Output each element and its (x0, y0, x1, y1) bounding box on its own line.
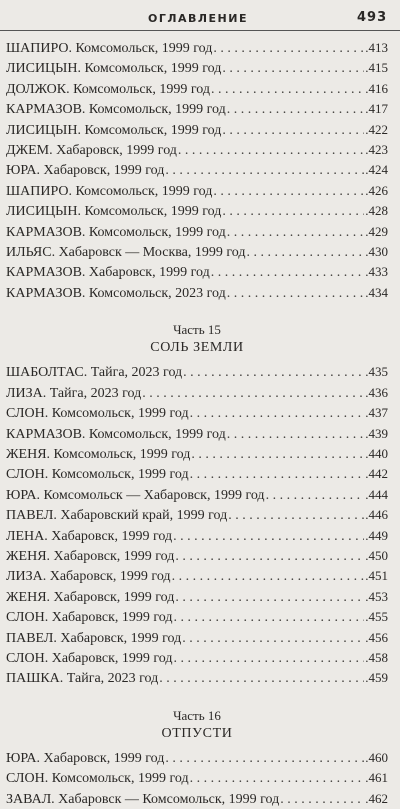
toc-entry (6, 789, 388, 809)
dot-leader (191, 445, 364, 464)
toc-entry (6, 485, 388, 505)
toc-entry (6, 79, 388, 99)
toc-entry (6, 38, 388, 58)
toc-entry (6, 587, 388, 607)
toc-entry-title: СЛОН. Комсомольск, 1999 год (6, 467, 189, 483)
toc-entry-title: ШАПИРО. Комсомольск, 1999 год (6, 183, 213, 199)
dot-leader (175, 588, 364, 607)
dot-leader (174, 649, 365, 668)
toc-entry (6, 526, 388, 546)
toc-entry-page: .437 (365, 405, 388, 421)
header-title: ОГЛАВЛЕНИЕ (148, 12, 248, 25)
toc-entry-page: .453 (365, 588, 388, 604)
toc-entry-page: .436 (365, 384, 388, 400)
toc-entry-title: ПАВЕЛ. Хабаровский край, 1999 год (6, 508, 228, 524)
toc-entry-title: ЛИСИЦЫН. Комсомольск, 1999 год (6, 204, 222, 220)
dot-leader (172, 567, 365, 586)
toc-entry-page: .428 (365, 203, 388, 219)
toc-entry-page: .450 (365, 547, 388, 563)
dot-leader (222, 59, 364, 78)
toc-list-part-15 (6, 362, 388, 689)
part-title: ОТПУСТИ (161, 725, 233, 741)
toc-entry-title: ЮРА. Хабаровск, 1999 год (6, 163, 165, 179)
toc-entry-title: ЛЕНА. Хабаровск, 1999 год (6, 528, 173, 544)
toc-entry-title: СЛОН. Хабаровск, 1999 год (6, 650, 173, 666)
dot-leader (178, 141, 364, 160)
dot-leader (190, 465, 365, 484)
toc-entry-title: ЛИЗА. Хабаровск, 1999 год (6, 569, 171, 585)
part-heading-16 (6, 707, 388, 743)
toc-entry-title: ШАБОЛТАС. Тайга, 2023 год (6, 365, 183, 381)
toc-entry-page: .459 (365, 670, 388, 686)
toc-entry-title: ЗАВАЛ. Хабаровск — Комсомольск, 1999 год (6, 791, 280, 807)
toc-entry-title: КАРМАЗОВ. Комсомольск, 1999 год (6, 224, 226, 240)
toc-entry (6, 222, 388, 242)
toc-entry-title: КАРМАЗОВ. Комсомольск, 1999 год (6, 102, 226, 118)
toc-entry-page: .417 (365, 101, 388, 117)
part-label: Часть 16 (173, 707, 221, 723)
dot-leader (228, 506, 364, 525)
toc-entry-page: .458 (365, 649, 388, 665)
toc-entry (6, 424, 388, 444)
toc-entry-page: .435 (365, 364, 388, 380)
toc-entry-page: .422 (365, 121, 388, 137)
toc-entry-title: ДЖЕМ. Хабаровск, 1999 год (6, 143, 177, 159)
running-header (0, 10, 400, 31)
toc-entry-title: ПАШКА. Тайга, 2023 год (6, 671, 159, 687)
toc-entry-page: .429 (365, 223, 388, 239)
dot-leader (247, 243, 365, 262)
toc-entry-page: .434 (365, 284, 388, 300)
dot-leader (280, 790, 364, 809)
dot-leader (175, 547, 364, 566)
dot-leader (227, 223, 364, 242)
toc-entry-page: .442 (365, 466, 388, 482)
toc-entry-title: ЖЕНЯ. Хабаровск, 1999 год (6, 589, 175, 605)
dot-leader (266, 486, 365, 505)
toc-entry (6, 201, 388, 221)
toc-list-part-16 (6, 748, 388, 809)
toc-entry (6, 99, 388, 119)
toc-entry-page: .456 (365, 629, 388, 645)
toc-entry (6, 383, 388, 403)
toc-entry-page: .460 (365, 749, 388, 765)
toc-entry (6, 607, 388, 627)
toc-entry-title: ЮРА. Хабаровск, 1999 год (6, 750, 165, 766)
dot-leader (142, 384, 364, 403)
toc-entry-page: .415 (365, 60, 388, 76)
dot-leader (159, 669, 364, 688)
toc-entry (6, 403, 388, 423)
toc-entry-page: .424 (365, 162, 388, 178)
toc-entry (6, 566, 388, 586)
toc-entry (6, 140, 388, 160)
toc-entry-page: .433 (365, 264, 388, 280)
toc-entry (6, 464, 388, 484)
toc-entry (6, 648, 388, 668)
dot-leader (190, 769, 365, 788)
toc-entry-title: ПАВЕЛ. Хабаровск, 1999 год (6, 630, 182, 646)
table-of-contents (6, 38, 388, 809)
toc-entry-title: СЛОН. Комсомольск, 1999 год (6, 406, 189, 422)
toc-entry-title: ЛИСИЦЫН. Комсомольск, 1999 год (6, 122, 222, 138)
toc-entry-title: СЛОН. Комсомольск, 1999 год (6, 771, 189, 787)
toc-entry (6, 768, 388, 788)
toc-entry-title: ЛИСИЦЫН. Комсомольск, 1999 год (6, 61, 222, 77)
toc-entry (6, 362, 388, 382)
part-label: Часть 15 (173, 322, 221, 338)
dot-leader (213, 182, 364, 201)
toc-entry (6, 546, 388, 566)
dot-leader (173, 527, 364, 546)
toc-entry (6, 242, 388, 262)
toc-entry-page: .413 (365, 40, 388, 55)
toc-entry (6, 444, 388, 464)
toc-entry-page: .426 (365, 182, 388, 198)
dot-leader (227, 425, 364, 444)
toc-entry-page: .423 (365, 142, 388, 158)
dot-leader (222, 202, 364, 221)
toc-entry-title: ИЛЬЯС. Хабаровск — Москва, 1999 год (6, 245, 246, 261)
dot-leader (213, 39, 364, 58)
header-page-number: 493 (357, 10, 388, 25)
dot-leader (183, 363, 364, 382)
toc-list-continued (6, 38, 388, 303)
toc-entry-page: .444 (365, 486, 388, 502)
dot-leader (222, 121, 364, 140)
dot-leader (174, 608, 365, 627)
dot-leader (211, 80, 364, 99)
toc-entry-page: .449 (365, 527, 388, 543)
toc-entry-page: .446 (365, 507, 388, 523)
toc-entry (6, 628, 388, 648)
toc-entry-page: .416 (365, 80, 388, 96)
part-title: СОЛЬ ЗЕМЛИ (150, 340, 244, 356)
toc-entry-title: КАРМАЗОВ. Хабаровск, 1999 год (6, 265, 210, 281)
toc-entry (6, 262, 388, 282)
dot-leader (182, 629, 364, 648)
dot-leader (190, 404, 365, 423)
dot-leader (227, 100, 364, 119)
dot-leader (165, 161, 364, 180)
toc-entry-title: СЛОН. Хабаровск, 1999 год (6, 610, 173, 626)
dot-leader (211, 263, 365, 282)
dot-leader (165, 749, 364, 768)
toc-entry-page: .455 (365, 609, 388, 625)
toc-entry-title: ЛИЗА. Тайга, 2023 год (6, 385, 142, 401)
toc-entry-page: .462 (365, 790, 388, 806)
toc-entry-page: .430 (365, 244, 388, 260)
toc-entry (6, 181, 388, 201)
toc-entry-page: .440 (365, 445, 388, 461)
toc-entry-title: КАРМАЗОВ. Комсомольск, 2023 год (6, 285, 226, 301)
toc-entry (6, 748, 388, 768)
toc-entry-title: ЖЕНЯ. Комсомольск, 1999 год (6, 446, 191, 462)
toc-entry (6, 160, 388, 180)
toc-entry-page: .439 (365, 425, 388, 441)
toc-entry-title: ЮРА. Комсомольск — Хабаровск, 1999 год (6, 487, 265, 503)
toc-entry-title: КАРМАЗОВ. Комсомольск, 1999 год (6, 426, 226, 442)
toc-entry (6, 58, 388, 78)
toc-entry (6, 505, 388, 525)
toc-entry-title: ЖЕНЯ. Хабаровск, 1999 год (6, 548, 175, 564)
toc-entry-title: ДОЛЖОК. Комсомольск, 1999 год (6, 81, 210, 97)
toc-entry-title: ШАПИРО. Комсомольск, 1999 год (6, 41, 213, 56)
dot-leader (227, 284, 364, 303)
toc-entry (6, 283, 388, 303)
toc-entry (6, 668, 388, 688)
part-heading-15 (6, 321, 388, 357)
toc-entry-page: .461 (365, 770, 388, 786)
toc-entry (6, 120, 388, 140)
toc-entry-page: .451 (365, 568, 388, 584)
